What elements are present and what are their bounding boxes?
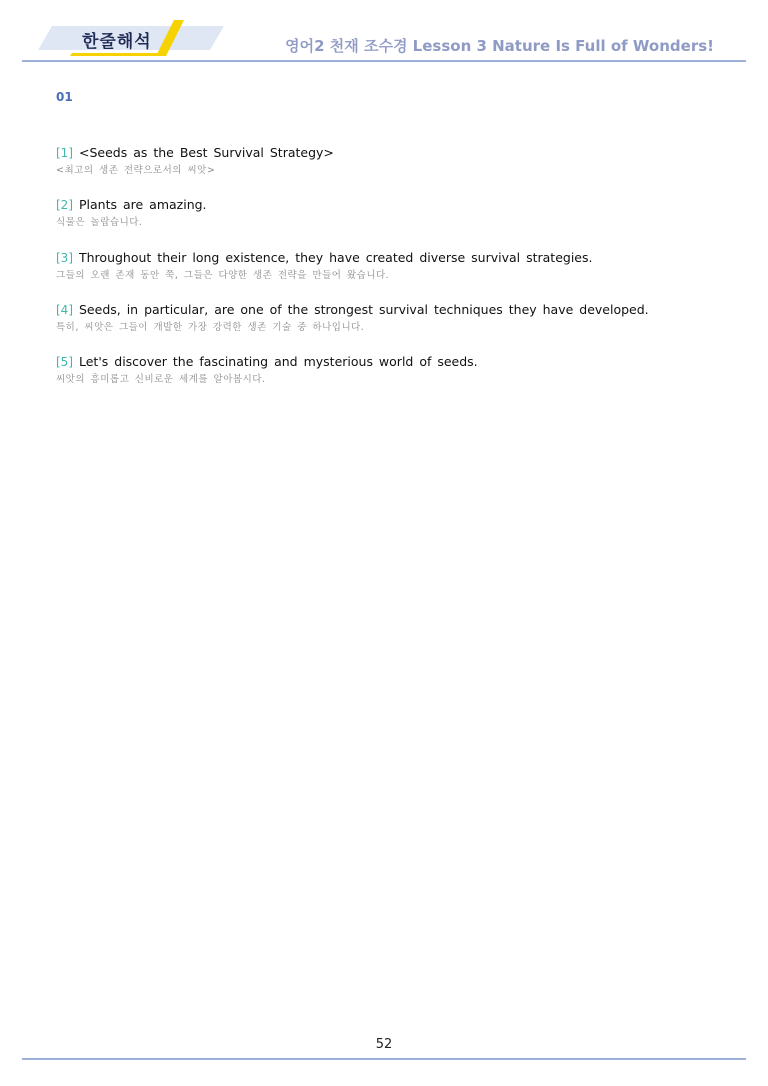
badge-label: 한줄해석 [82, 32, 152, 52]
header-divider [22, 60, 746, 62]
footer-divider [22, 1058, 746, 1060]
sentence-item [56, 197, 736, 249]
english-text: Seeds, in particular, are one of the strongest survival techniques they have developed. [79, 301, 649, 317]
english-sentence [56, 197, 736, 213]
english-text: Plants are amazing. [79, 197, 207, 213]
korean-translation: 그들의 오랜 존재 동안 쭉, 그들은 다양한 생존 전략을 만들어 왔습니다. [56, 269, 390, 281]
sentence-number: [5] [56, 355, 73, 370]
sentence-item [56, 250, 736, 302]
korean-translation: 씨앗의 흥미롭고 신비로운 세계를 알아봅시다. [56, 374, 266, 386]
korean-translation: 특히, 씨앗은 그들이 개발한 가장 강력한 생존 기술 중 하나입니다. [56, 321, 365, 333]
sentence-number: [3] [56, 250, 73, 265]
english-sentence [56, 354, 736, 370]
sentence-item [56, 145, 736, 197]
english-sentence [56, 145, 736, 161]
korean-translation: 식물은 놀랍습니다. [56, 217, 143, 229]
sentence-item [56, 302, 736, 354]
sentence-item [56, 354, 736, 406]
page-title: 영어2 천재 조수경 Lesson 3 Nature Is Full of Wonders! [285, 37, 714, 55]
english-sentence [56, 250, 736, 266]
page-number: 52 [375, 1037, 393, 1052]
sentence-number: [1] [56, 146, 73, 160]
english-text: <Seeds as the Best Survival Strategy> [79, 145, 334, 160]
english-sentence [56, 302, 736, 318]
sentence-list [56, 145, 736, 406]
sentence-number: [4] [56, 302, 73, 317]
english-text: Throughout their long existence, they have created diverse survival strategies. [79, 249, 593, 265]
english-text: Let's discover the fascinating and mysterious world of seeds. [79, 354, 478, 370]
sentence-number: [2] [56, 198, 73, 213]
section-number: 01 [56, 90, 73, 104]
korean-translation: <최고의 생존 전략으로서의 씨앗> [56, 165, 216, 176]
header-badge [38, 20, 224, 56]
